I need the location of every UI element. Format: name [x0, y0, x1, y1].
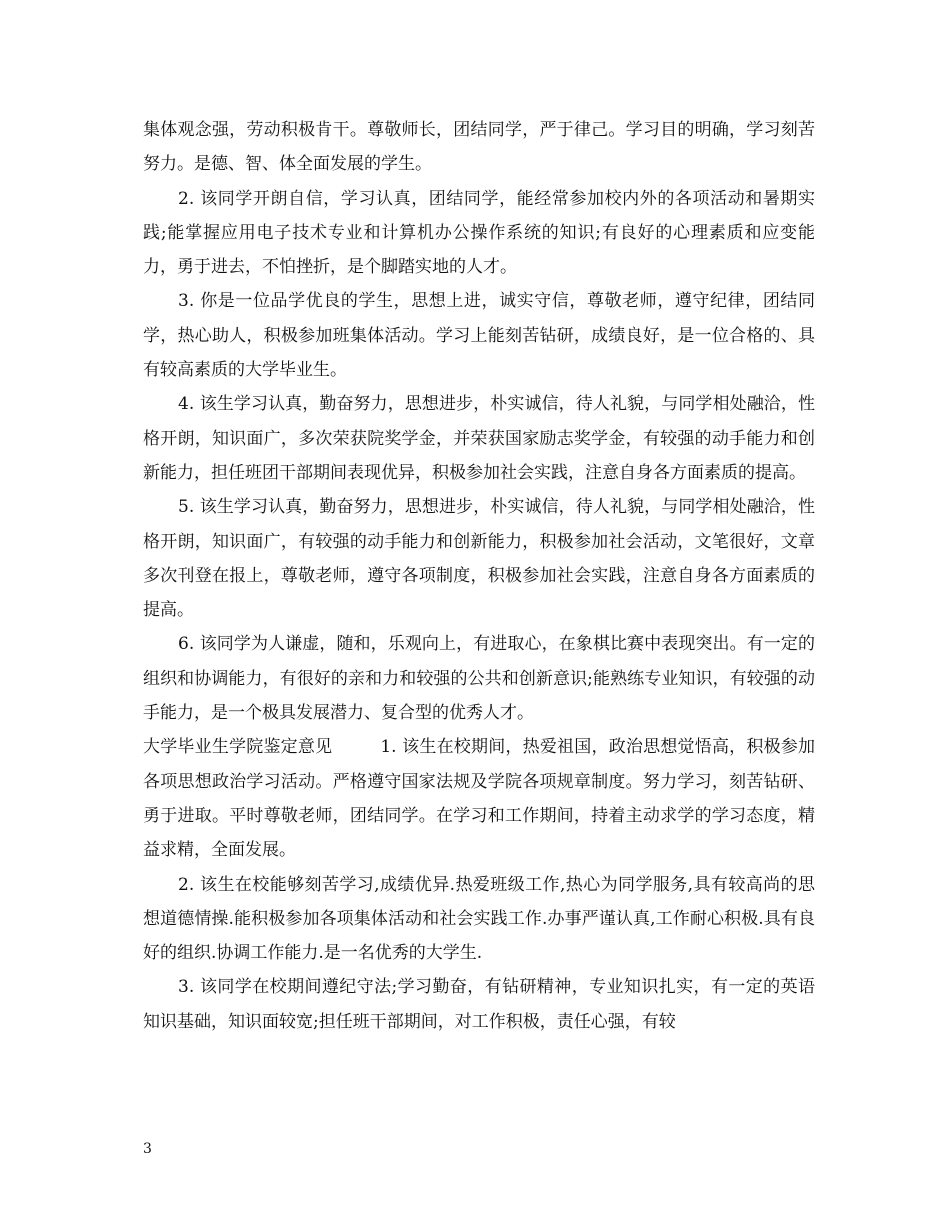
section-paragraph-3: 3. 该同学在校期间遵纪守法;学习勤奋，有钻研精神，专业知识扎实，有一定的英语知识基础，知识面较宽;担任班干部期间，对工作积极，责任心强，有较 — [143, 977, 815, 1032]
document-body — [143, 113, 815, 1039]
paragraph-1: 集体观念强，劳动积极肯干。尊敬师长，团结同学，严于律己。学习目的明确，学习刻苦努力。是德、智、体全面发展的学生。 — [143, 120, 815, 175]
paragraph-6: 6. 该同学为人谦虚，随和，乐观向上，有进取心，在象棋比赛中表现突出。有一定的组织和协调能力，有很好的亲和力和较强的公共和创新意识;能熟练专业知识，有较强的动手能力，是一个极具发展潜力、复合型的优秀人才。 — [143, 634, 815, 724]
paragraph-5: 5. 该生学习认真，勤奋努力，思想进步，朴实诚信，待人礼貌，与同学相处融洽，性格开朗，知识面广，有较强的动手能力和创新能力，积极参加社会活动，文笔很好，文章多次刊登在报上，尊敬老师，遵守各项制度，积极参加社会实践，注意自身各方面素质的提高。 — [143, 497, 815, 621]
paragraph-2: 2. 该同学开朗自信，学习认真，团结同学，能经常参加校内外的各项活动和暑期实践;能掌握应用电子技术专业和计算机办公操作系统的知识;有良好的心理素质和应变能力，勇于进去，不怕挫折，是个脚踏实地的人才。 — [143, 188, 815, 278]
section-heading: 大学毕业生学院鉴定意见 — [143, 737, 333, 758]
section-paragraph-1 — [143, 730, 815, 867]
section-paragraph-2: 2. 该生在校能够刻苦学习,成绩优异.热爱班级工作,热心为同学服务,具有较高尚的思想道德情操.能积极参加各项集体活动和社会实践工作.办事严谨认真,工作耐心积极.具有良好的组织.协调工作能力.是一名优秀的大学生. — [143, 874, 815, 964]
page-number: 3 — [143, 1141, 152, 1157]
paragraph-3: 3. 你是一位品学优良的学生，思想上进，诚实守信，尊敬老师，遵守纪律，团结同学，热心助人，积极参加班集体活动。学习上能刻苦钻研，成绩良好，是一位合格的、具有较高素质的大学毕业生。 — [143, 291, 815, 381]
paragraph-4: 4. 该生学习认真，勤奋努力，思想进步，朴实诚信，待人礼貌，与同学相处融洽，性格开朗，知识面广，多次荣获院奖学金，并荣获国家励志奖学金，有较强的动手能力和创新能力，担任班团干部期间表现优异，积极参加社会实践，注意自身各方面素质的提高。 — [143, 394, 815, 483]
section-first-text: 1. 该生在校期间，热爱祖国，政治思想觉悟高，积极参加各项思想政治学习活动。严格遵守国家法规及学院各项规章制度。努力学习，刻苦钻研、勇于进取。平时尊敬老师，团结同学。在学习和工作期间，持着主动求学的学习态度，精益求精，全面发展。 — [143, 737, 816, 861]
